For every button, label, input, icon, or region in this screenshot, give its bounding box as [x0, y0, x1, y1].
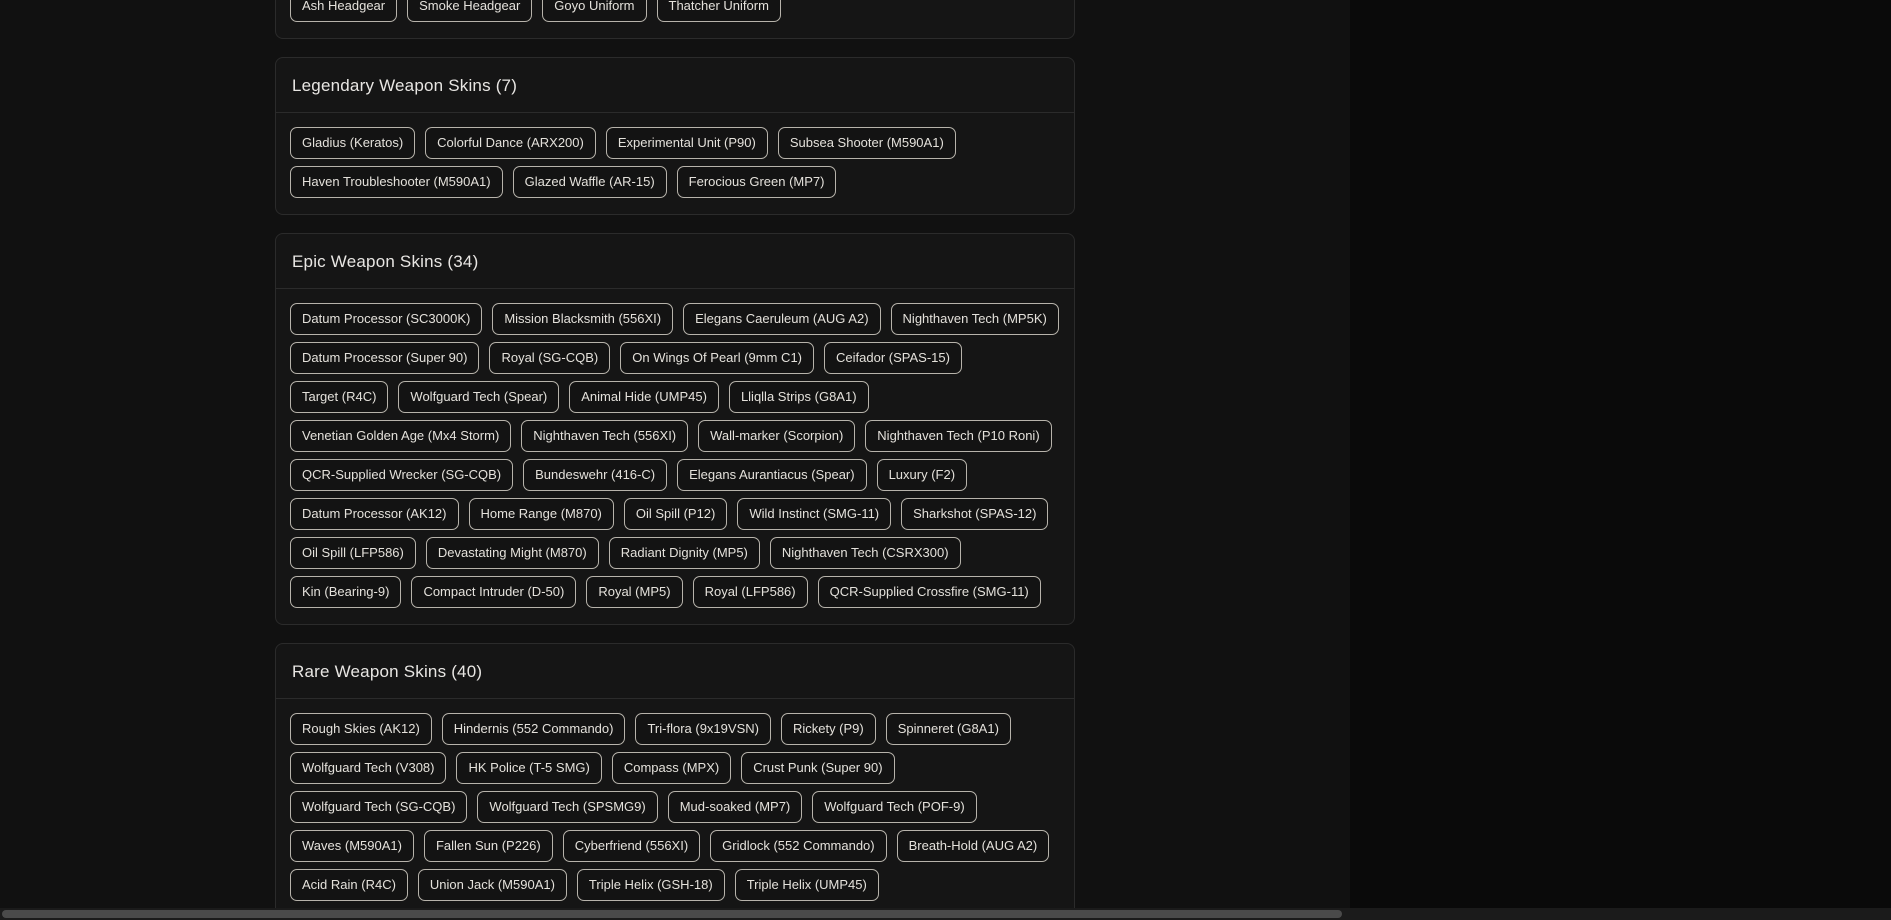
list-item[interactable]: Datum Processor (SC3000K): [290, 303, 482, 335]
list-item[interactable]: Rough Skies (AK12): [290, 713, 432, 745]
list-item[interactable]: Wolfguard Tech (V308): [290, 752, 446, 784]
list-item[interactable]: Bundeswehr (416-C): [523, 459, 667, 491]
section-card-legendary-weapon-skins: [275, 57, 1075, 215]
list-item[interactable]: Tri-flora (9x19VSN): [635, 713, 770, 745]
list-item[interactable]: Radiant Dignity (MP5): [609, 537, 760, 569]
page-right-gutter: [1350, 0, 1891, 920]
list-item[interactable]: On Wings Of Pearl (9mm C1): [620, 342, 814, 374]
list-item[interactable]: QCR-Supplied Crossfire (SMG-11): [818, 576, 1041, 608]
list-item[interactable]: Royal (SG-CQB): [489, 342, 610, 374]
list-item[interactable]: Target (R4C): [290, 381, 388, 413]
list-item[interactable]: Wild Instinct (SMG-11): [737, 498, 891, 530]
list-item[interactable]: HK Police (T-5 SMG): [456, 752, 601, 784]
list-item[interactable]: Royal (MP5): [586, 576, 682, 608]
list-item[interactable]: Thatcher Uniform: [657, 0, 781, 22]
list-item[interactable]: Elegans Aurantiacus (Spear): [677, 459, 866, 491]
list-item[interactable]: Colorful Dance (ARX200): [425, 127, 596, 159]
list-item[interactable]: Rickety (P9): [781, 713, 876, 745]
list-item[interactable]: Fallen Sun (P226): [424, 830, 553, 862]
list-item[interactable]: Waves (M590A1): [290, 830, 414, 862]
list-item[interactable]: Experimental Unit (P90): [606, 127, 768, 159]
list-item[interactable]: Elegans Caeruleum (AUG A2): [683, 303, 880, 335]
list-item[interactable]: Ceifador (SPAS-15): [824, 342, 962, 374]
section-card-headgear-partial: [275, 0, 1075, 39]
list-item[interactable]: Oil Spill (LFP586): [290, 537, 416, 569]
list-item[interactable]: Oil Spill (P12): [624, 498, 727, 530]
list-item[interactable]: Datum Processor (Super 90): [290, 342, 479, 374]
list-item[interactable]: Spinneret (G8A1): [886, 713, 1011, 745]
list-item[interactable]: Wolfguard Tech (SPSMG9): [477, 791, 657, 823]
list-item[interactable]: Luxury (F2): [877, 459, 967, 491]
section-title-epic-weapon-skins: Epic Weapon Skins (34): [276, 234, 1074, 289]
list-item[interactable]: Ferocious Green (MP7): [677, 166, 837, 198]
list-item[interactable]: Datum Processor (AK12): [290, 498, 459, 530]
chip-list-legendary-weapon-skins: [276, 113, 1074, 214]
list-item[interactable]: Wolfguard Tech (Spear): [398, 381, 559, 413]
section-title-legendary-weapon-skins: Legendary Weapon Skins (7): [276, 58, 1074, 113]
list-item[interactable]: Wolfguard Tech (SG-CQB): [290, 791, 467, 823]
list-item[interactable]: Triple Helix (GSH-18): [577, 869, 725, 901]
list-item[interactable]: Subsea Shooter (M590A1): [778, 127, 956, 159]
list-item[interactable]: Royal (LFP586): [693, 576, 808, 608]
list-item[interactable]: Hindernis (552 Commando): [442, 713, 626, 745]
list-item[interactable]: Gridlock (552 Commando): [710, 830, 886, 862]
list-item[interactable]: Venetian Golden Age (Mx4 Storm): [290, 420, 511, 452]
section-card-epic-weapon-skins: [275, 233, 1075, 625]
list-item[interactable]: Union Jack (M590A1): [418, 869, 567, 901]
list-item[interactable]: Mud-soaked (MP7): [668, 791, 803, 823]
list-item[interactable]: Nighthaven Tech (P10 Roni): [865, 420, 1051, 452]
horizontal-scrollbar-thumb[interactable]: [2, 910, 1342, 918]
list-item[interactable]: Nighthaven Tech (556XI): [521, 420, 688, 452]
list-item[interactable]: Kin (Bearing-9): [290, 576, 401, 608]
list-item[interactable]: Sharkshot (SPAS-12): [901, 498, 1048, 530]
chip-list-epic-weapon-skins: [276, 289, 1074, 624]
list-item[interactable]: Ash Headgear: [290, 0, 397, 22]
list-item[interactable]: Home Range (M870): [469, 498, 614, 530]
list-item[interactable]: Wolfguard Tech (POF-9): [812, 791, 976, 823]
section-card-rare-weapon-skins: [275, 643, 1075, 918]
list-item[interactable]: Wall-marker (Scorpion): [698, 420, 855, 452]
list-item[interactable]: Crust Punk (Super 90): [741, 752, 894, 784]
list-item[interactable]: Compact Intruder (D-50): [411, 576, 576, 608]
list-item[interactable]: Lliqlla Strips (G8A1): [729, 381, 869, 413]
list-item[interactable]: Compass (MPX): [612, 752, 731, 784]
list-item[interactable]: Goyo Uniform: [542, 0, 646, 22]
list-item[interactable]: Smoke Headgear: [407, 0, 532, 22]
list-item[interactable]: Mission Blacksmith (556XI): [492, 303, 673, 335]
section-title-rare-weapon-skins: Rare Weapon Skins (40): [276, 644, 1074, 699]
list-item[interactable]: Nighthaven Tech (CSRX300): [770, 537, 961, 569]
list-item[interactable]: Acid Rain (R4C): [290, 869, 408, 901]
chip-row: [290, 0, 1060, 22]
list-item[interactable]: Devastating Might (M870): [426, 537, 599, 569]
list-item[interactable]: QCR-Supplied Wrecker (SG-CQB): [290, 459, 513, 491]
list-item[interactable]: Breath-Hold (AUG A2): [897, 830, 1050, 862]
list-item[interactable]: Gladius (Keratos): [290, 127, 415, 159]
list-item[interactable]: Glazed Waffle (AR-15): [513, 166, 667, 198]
list-item[interactable]: Triple Helix (UMP45): [735, 869, 879, 901]
list-item[interactable]: Cyberfriend (556XI): [563, 830, 700, 862]
sections-container: [275, 0, 1075, 918]
chip-list-rare-weapon-skins: [276, 699, 1074, 917]
list-item[interactable]: Haven Troubleshooter (M590A1): [290, 166, 503, 198]
list-item[interactable]: Animal Hide (UMP45): [569, 381, 719, 413]
list-item[interactable]: Nighthaven Tech (MP5K): [891, 303, 1059, 335]
horizontal-scrollbar[interactable]: [0, 908, 1891, 920]
